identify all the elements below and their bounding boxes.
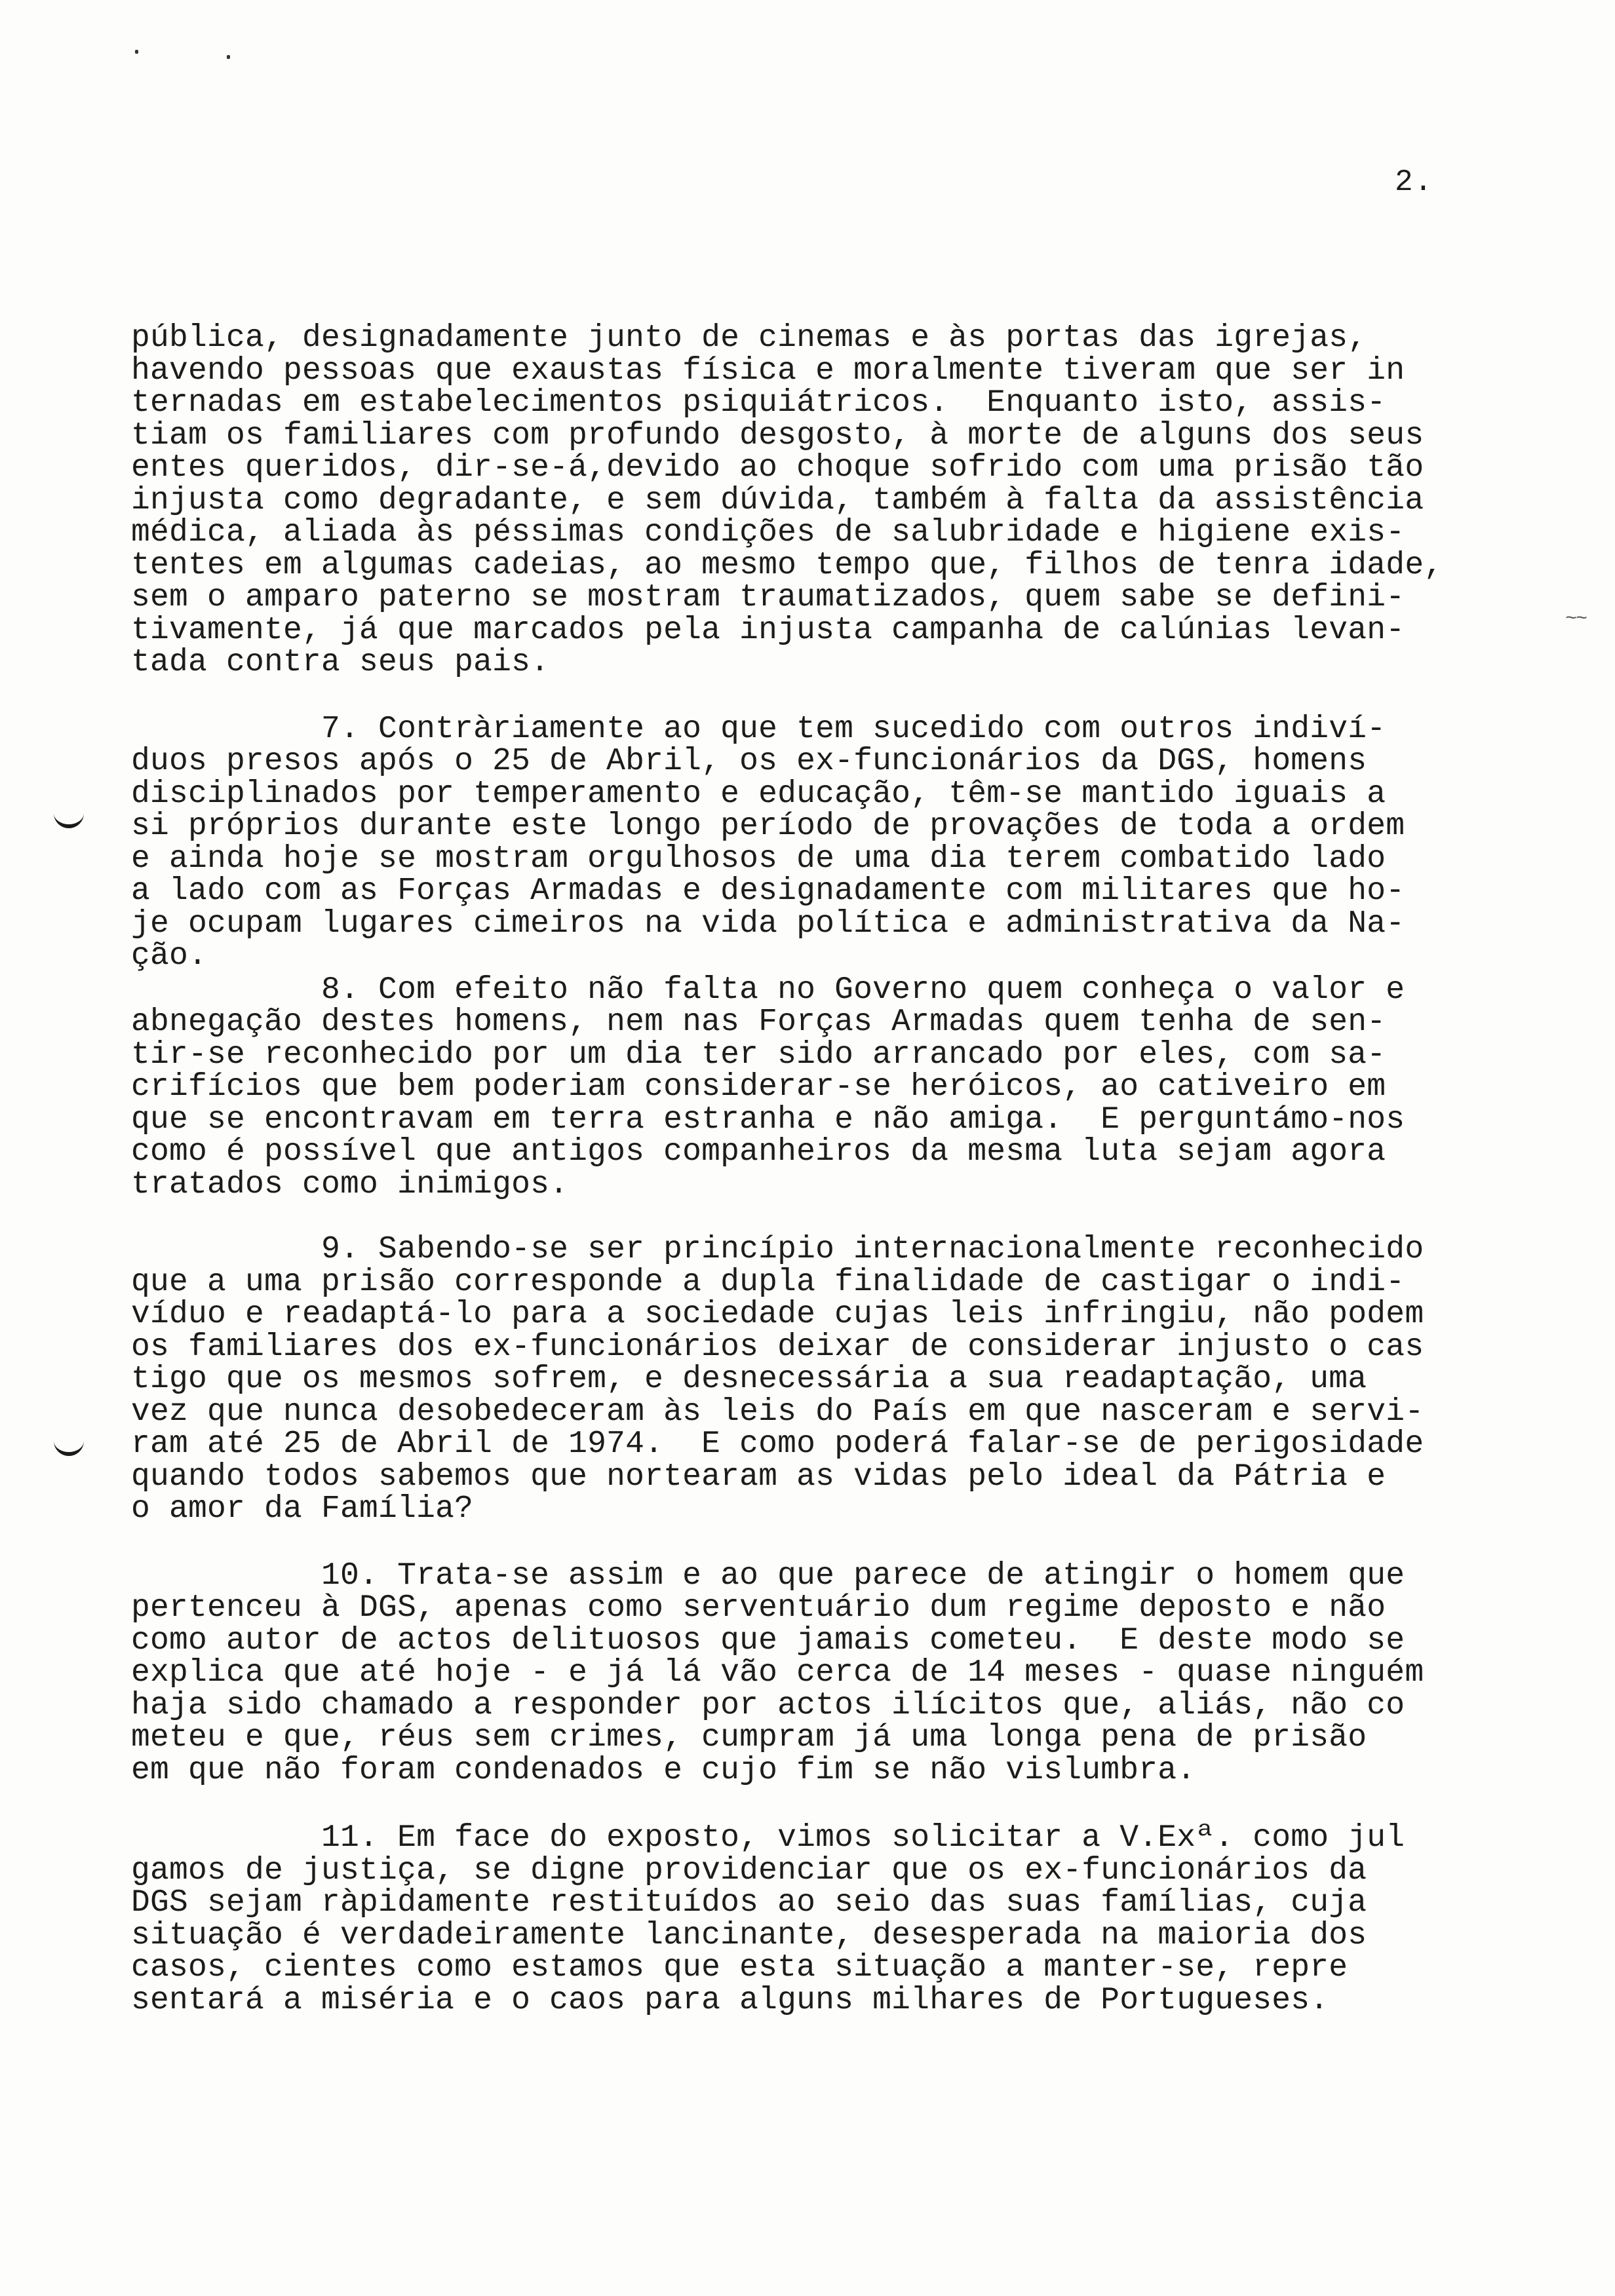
text-line: haja sido chamado a responder por actos ilícitos que, aliás, não co bbox=[131, 1687, 1405, 1723]
paragraph-gap bbox=[131, 1201, 1494, 1234]
text-line: casos, cientes como estamos que esta situação a manter-se, repre bbox=[131, 1950, 1348, 1985]
paragraph-p8 bbox=[131, 974, 1494, 1202]
text-line: 8. Com efeito não falta no Governo quem conheça o valor e bbox=[131, 972, 1405, 1008]
text-line: DGS sejam ràpidamente restituídos ao seio das suas famílias, cuja bbox=[131, 1885, 1367, 1921]
text-line: tiam os familiares com profundo desgosto, à morte de alguns dos seus bbox=[131, 417, 1424, 453]
text-line: vez que nunca desobedeceram às leis do País em que nasceram e servi- bbox=[131, 1394, 1424, 1430]
ink-speck bbox=[227, 55, 230, 59]
text-line: em que não foram condenados e cujo fim se não vislumbra. bbox=[131, 1752, 1196, 1788]
text-line: disciplinados por temperamento e educação, têm-se mantido iguais a bbox=[131, 776, 1386, 812]
text-line: abnegação destes homens, nem nas Forças Armadas quem tenha de sen- bbox=[131, 1004, 1386, 1040]
text-line: que se encontravam em terra estranha e não amiga. E perguntámo-nos bbox=[131, 1101, 1405, 1138]
ink-speck bbox=[135, 50, 138, 54]
text-line: gamos de justiça, se digne providenciar que os ex-funcionários da bbox=[131, 1852, 1367, 1888]
text-line: tivamente, já que marcados pela injusta campanha de calúnias levan- bbox=[131, 612, 1405, 648]
paragraph-p11 bbox=[131, 1822, 1494, 2017]
text-line: tratados como inimigos. bbox=[131, 1166, 569, 1202]
text-line: tada contra seus pais. bbox=[131, 645, 550, 680]
text-line: entes queridos, dir-se-á,devido ao choque sofrido com uma prisão tão bbox=[131, 450, 1424, 486]
edge-mark: ~~ bbox=[1565, 608, 1587, 630]
text-line: 10. Trata-se assim e ao que parece de atingir o homem que bbox=[131, 1558, 1405, 1594]
text-line: 11. Em face do exposto, vimos solicitar a V.Exª. como jul bbox=[131, 1820, 1405, 1856]
text-line: crifícios que bem poderiam considerar-se heróicos, ao cativeiro em bbox=[131, 1069, 1386, 1105]
text-line: havendo pessoas que exaustas física e moralmente tiveram que ser in bbox=[131, 353, 1405, 389]
text-line: ternadas em estabelecimentos psiquiátricos. Enquanto isto, assis- bbox=[131, 385, 1386, 421]
text-line: sem o amparo paterno se mostram traumatizados, quem sabe se defini- bbox=[131, 580, 1405, 615]
text-line: como autor de actos delituosos que jamais cometeu. E deste modo se bbox=[131, 1622, 1405, 1658]
paragraph-p6-continuation bbox=[131, 322, 1494, 679]
text-line: ção. bbox=[131, 938, 208, 974]
text-line: 9. Sabendo-se ser princípio internacionalmente reconhecido bbox=[131, 1232, 1424, 1267]
text-line: os familiares dos ex-funcionários deixar de considerar injusto o cas bbox=[131, 1329, 1424, 1365]
text-line: tigo que os mesmos sofrem, e desnecessária a sua readaptação, uma bbox=[131, 1362, 1367, 1397]
text-line: sentará a miséria e o caos para alguns milhares de Portugueses. bbox=[131, 1982, 1329, 2018]
paragraph-p7 bbox=[131, 711, 1494, 974]
text-line: pertenceu à DGS, apenas como serventuário dum regime deposto e não bbox=[131, 1590, 1386, 1626]
text-line: tentes em algumas cadeias, ao mesmo tempo que, filhos de tenra idade, bbox=[131, 547, 1443, 583]
text-line: pública, designadamente junto de cinemas e às portas das igrejas, bbox=[131, 320, 1367, 356]
text-line: explica que até hoje - e já lá vão cerca de 14 meses - quase ninguém bbox=[131, 1655, 1424, 1691]
text-line: ram até 25 de Abril de 1974. E como poderá falar-se de perigosidade bbox=[131, 1426, 1424, 1462]
text-line: médica, aliada às péssimas condições de salubridade e higiene exis- bbox=[131, 515, 1405, 550]
text-line: meteu e que, réus sem crimes, cumpram já uma longa pena de prisão bbox=[131, 1720, 1367, 1755]
margin-bracket-mark bbox=[54, 807, 84, 828]
paragraph-p10 bbox=[131, 1560, 1494, 1788]
paragraph-gap bbox=[131, 1787, 1494, 1822]
text-line: situação é verdadeiramente lancinante, desesperada na maioria dos bbox=[131, 1917, 1367, 1953]
text-line: o amor da Família? bbox=[131, 1491, 474, 1527]
letter-body bbox=[131, 322, 1494, 2017]
paragraph-gap bbox=[131, 1526, 1494, 1560]
paragraph-gap bbox=[131, 679, 1494, 714]
text-line: duos presos após o 25 de Abril, os ex-funcionários da DGS, homens bbox=[131, 744, 1367, 779]
text-line: 7. Contràriamente ao que tem sucedido com outros indiví- bbox=[131, 711, 1386, 747]
text-line: a lado com as Forças Armadas e designadamente com militares que ho- bbox=[131, 873, 1405, 909]
text-line: je ocupam lugares cimeiros na vida política e administrativa da Na- bbox=[131, 906, 1405, 942]
text-line: e ainda hoje se mostram orgulhosos de uma dia terem combatido lado bbox=[131, 841, 1386, 877]
text-line: si próprios durante este longo período de provações de toda a ordem bbox=[131, 809, 1405, 844]
text-line: tir-se reconhecido por um dia ter sido arrancado por eles, com sa- bbox=[131, 1037, 1386, 1073]
paragraph-p9 bbox=[131, 1234, 1494, 1526]
text-line: quando todos sabemos que nortearam as vidas pelo ideal da Pátria e bbox=[131, 1459, 1386, 1495]
margin-bracket-mark bbox=[54, 1435, 84, 1456]
text-line: injusta como degradante, e sem dúvida, também à falta da assistência bbox=[131, 482, 1424, 518]
text-line: víduo e readaptá-lo para a sociedade cujas leis infringiu, não podem bbox=[131, 1297, 1424, 1332]
text-line: como é possível que antigos companheiros da mesma luta sejam agora bbox=[131, 1134, 1386, 1170]
text-line: que a uma prisão corresponde a dupla finalidade de castigar o indi- bbox=[131, 1264, 1405, 1300]
page-number: 2. bbox=[1395, 165, 1434, 199]
